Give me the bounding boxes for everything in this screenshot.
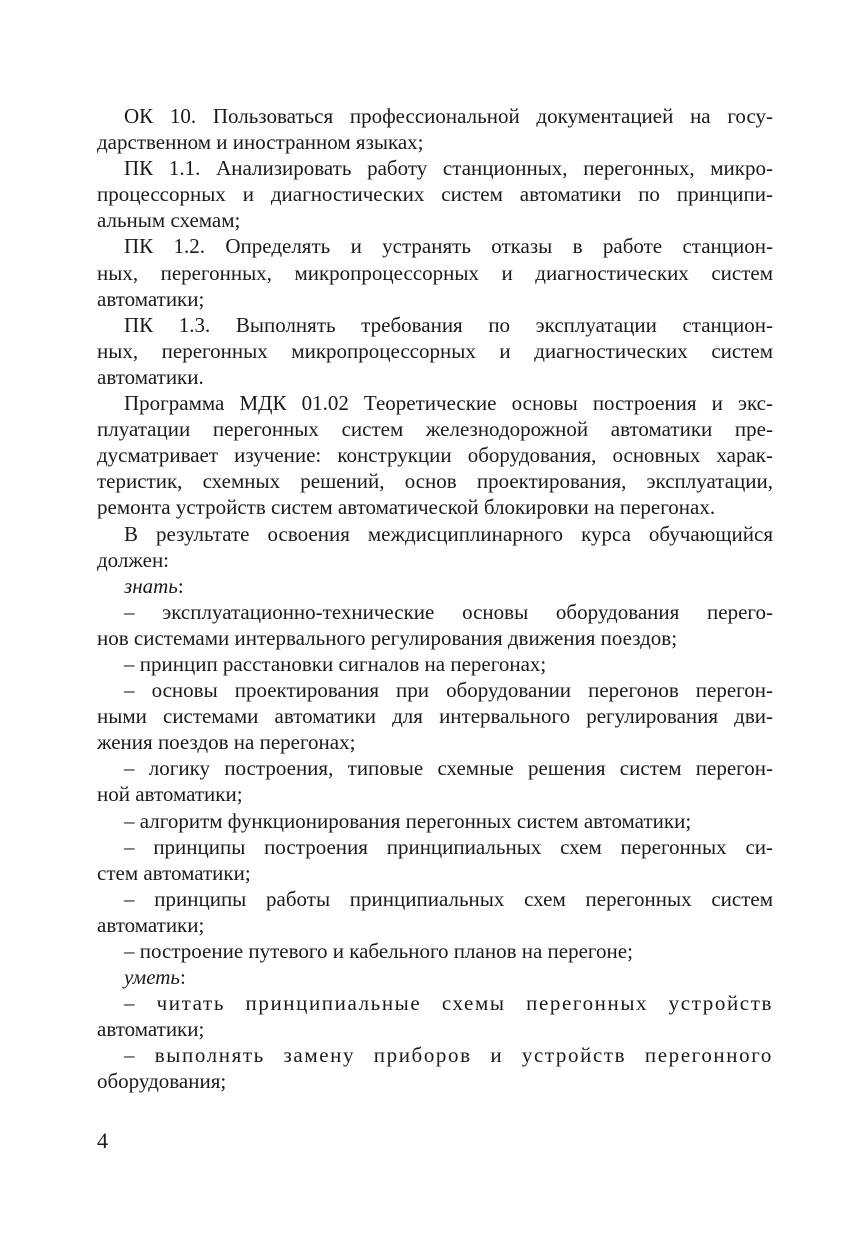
text-line: – принцип расстановки сигналов на перегонах; (124, 651, 547, 676)
text-line: нов системами интервального регулирования движения поездов; (97, 625, 678, 650)
text-line: автоматики; (97, 912, 205, 937)
text-line: Программа МДК 01.02 Теоретические основы построения и экс- (124, 391, 773, 416)
text-line: ПК 1.1. Анализировать работу станционных, перегонных, микро- (124, 156, 773, 181)
text-line: жения поездов на перегонах; (97, 730, 356, 755)
text-line: – принципы построения принципиальных схем перегонных си- (124, 834, 773, 859)
section-label-colon: : (179, 965, 186, 990)
text-line: дусматривает изучение: конструкции оборудования, основных харак- (97, 443, 773, 468)
text-line: ных, перегонных микропроцессорных и диагностических систем (97, 338, 773, 363)
text-line: теристик, схемных решений, основ проектирования, эксплуатации, (97, 469, 773, 494)
text-line: ной автоматики; (97, 782, 243, 807)
text-line: автоматики; (97, 1017, 205, 1042)
text-line: – алгоритм функционирования перегонных систем автоматики; (124, 808, 692, 833)
text-line: В результате освоения междисциплинарного курса обучающийся (124, 521, 773, 546)
section-label (97, 964, 773, 990)
section-label-text: знать (124, 573, 178, 598)
text-line: ными системами автоматики для интервального регулирования дви- (97, 704, 773, 729)
text-line: ОК 10. Пользоваться профессиональной документацией на госу- (124, 104, 773, 128)
page-number: 4 (97, 1128, 108, 1153)
text-line: процессорных и диагностических систем автоматики по принципи- (97, 182, 773, 207)
text-line: дарственном и иностранном языках; (97, 130, 424, 155)
text-line: – основы проектирования при оборудовании перегонов перегон- (124, 678, 773, 703)
text-line: – логику построения, типовые схемные решения систем перегон- (124, 756, 773, 781)
section-label (97, 573, 773, 599)
text-line: автоматики; (97, 286, 205, 311)
section-label-text: уметь (124, 965, 180, 990)
text-line: плуатации перегонных систем железнодорожной автоматики пре- (97, 417, 773, 442)
text-line: ремонта устройств систем автоматической блокировки на перегонах. (97, 495, 716, 520)
text-line: должен: (97, 547, 170, 572)
text-line: ПК 1.3. Выполнять требования по эксплуатации станцион- (124, 312, 773, 337)
text-line: стем автоматики; (97, 860, 251, 885)
text-line: – выполнять замену приборов и устройств перегонного (124, 1043, 773, 1068)
section-label-colon: : (177, 573, 184, 598)
text-line: – построение путевого и кабельного планов на перегоне; (124, 939, 633, 963)
text-line: ПК 1.2. Определять и устранять отказы в работе станцион- (124, 234, 773, 259)
text-line: – принципы работы принципиальных схем перегонных систем (124, 886, 773, 911)
text-line: автоматики. (97, 364, 204, 389)
text-line: – эксплуатационно-технические основы оборудования перего- (124, 599, 773, 624)
document-body (97, 103, 773, 1095)
text-line: оборудования; (97, 1069, 227, 1094)
text-line: – читать принципиальные схемы перегонных устройств (124, 991, 773, 1016)
text-line: альным схемам; (97, 208, 241, 233)
text-line: ных, перегонных, микропроцессорных и диагностических систем (97, 260, 773, 285)
